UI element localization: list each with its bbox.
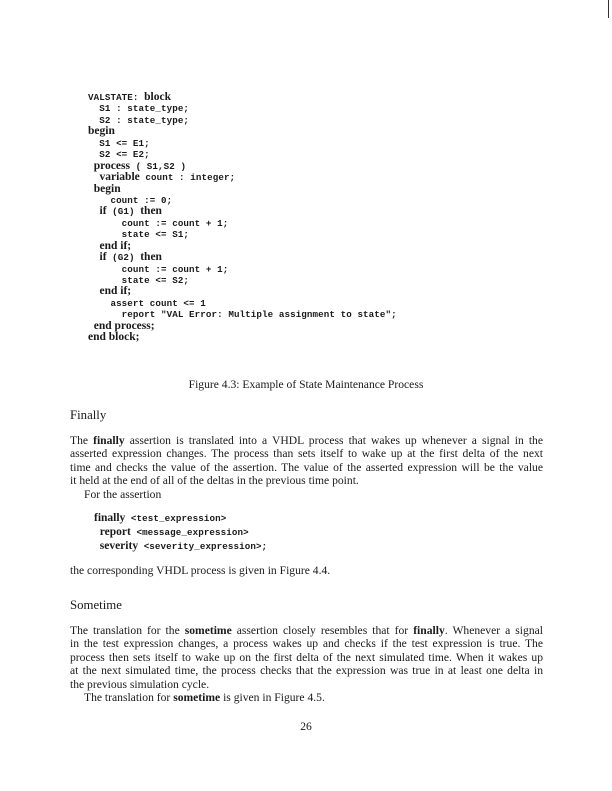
figure-caption: Figure 4.3: Example of State Maintenance Process <box>188 378 424 391</box>
keyword: block <box>144 91 171 103</box>
finally-assertion-syntax <box>94 511 267 553</box>
code-text: S1 : state_type; <box>88 103 190 115</box>
code-line <box>88 172 397 183</box>
code-text: ( S1,S2 ) <box>129 160 187 172</box>
code-text: count := count + 1; <box>88 263 229 275</box>
code-text: (G2) <box>106 252 141 264</box>
text: it held at the end of all of the deltas in the previous time point. <box>70 474 359 488</box>
keyword: then <box>140 251 162 264</box>
text: assertion closely resembles that for <box>231 624 414 637</box>
bold-term: finally <box>413 624 445 637</box>
paragraph-line: the corresponding VHDL process is given in Figure 4.4. <box>70 564 331 577</box>
keyword: finally <box>94 512 126 524</box>
text: assertion is translated into a VHDL process that wakes up whenever a signal in the <box>124 434 543 447</box>
code-line <box>88 332 397 343</box>
text: The translation for the <box>70 624 185 637</box>
bold-term: finally <box>93 434 125 447</box>
code-line <box>88 298 397 309</box>
keyword: end block; <box>88 331 140 344</box>
code-text: count := count + 1; <box>88 217 229 229</box>
code-text: <test_expression> <box>125 513 227 524</box>
code-line <box>88 92 397 103</box>
section-heading-finally: Finally <box>70 408 107 422</box>
keyword: report <box>94 526 131 538</box>
code-line <box>88 275 397 286</box>
code-line <box>88 286 397 297</box>
code-text: count := 0; <box>88 194 173 206</box>
code-text: state <= S1; <box>88 229 190 241</box>
finally-paragraph <box>70 434 543 501</box>
text: process then sets itself to wake up on the first delta of the next simulated time. When it wakes up <box>70 650 543 664</box>
code-text: report "VAL Error: Multiple assignment to state"; <box>88 309 397 321</box>
paragraph-line <box>70 461 543 474</box>
paragraph-line <box>70 624 543 637</box>
code-line <box>88 241 397 252</box>
code-line <box>94 511 267 525</box>
code-line <box>88 184 397 195</box>
text: time and checks the value of the assertion. The value of the asserted expression will be the value <box>70 460 543 474</box>
keyword: begin <box>88 125 115 138</box>
code-text: assert count <= 1 <box>88 297 206 309</box>
keyword: if <box>88 205 107 218</box>
code-line <box>88 138 397 149</box>
code-line <box>88 149 397 160</box>
code-line <box>88 195 397 206</box>
paragraph-line <box>70 488 543 501</box>
keyword: if <box>88 251 107 264</box>
keyword: process <box>88 159 130 172</box>
paragraph-line <box>70 474 543 487</box>
keyword: begin <box>88 182 121 195</box>
paragraph-line <box>70 447 543 460</box>
keyword: end process; <box>88 319 155 332</box>
figure-code-listing <box>88 92 397 344</box>
keyword: severity <box>94 540 139 552</box>
code-line <box>88 252 397 263</box>
paragraph-line <box>70 651 543 664</box>
text: asserted expression changes. The process than sets itself to wake up at the first delta of the next <box>70 447 543 461</box>
bold-term: sometime <box>173 691 221 705</box>
finally-after-text <box>70 564 543 577</box>
paragraph-line <box>70 434 543 447</box>
code-text: (G1) <box>106 206 141 218</box>
code-text: <message_expression> <box>130 527 249 538</box>
section-heading-sometime: Sometime <box>70 598 122 612</box>
bold-term: sometime <box>184 624 232 637</box>
paragraph-line <box>70 664 543 677</box>
text: the previous simulation cycle. <box>70 677 210 691</box>
paragraph-line <box>70 637 543 650</box>
text: The translation for <box>84 691 174 705</box>
margin-rule <box>608 0 609 18</box>
code-text: state <= S2; <box>88 275 190 286</box>
code-text: S2 : state_type; <box>88 114 190 126</box>
code-text: count : integer; <box>139 172 236 184</box>
code-line <box>94 525 267 539</box>
keyword: end if; <box>88 239 132 252</box>
code-line <box>88 126 397 137</box>
paragraph-line <box>70 691 543 704</box>
code-line <box>88 218 397 229</box>
text: The <box>70 434 94 447</box>
code-line <box>88 229 397 240</box>
code-line <box>88 115 397 126</box>
code-text: S1 <= E1; <box>88 137 150 149</box>
keyword: then <box>140 205 162 218</box>
text: is given in Figure 4.5. <box>220 691 325 705</box>
keyword: end if; <box>88 285 132 298</box>
paragraph-line <box>70 678 543 691</box>
sometime-paragraph <box>70 624 543 705</box>
code-line <box>88 206 397 217</box>
keyword: variable <box>88 171 140 184</box>
code-text: <severity_expression>; <box>138 541 268 552</box>
code-text: S2 <= E2; <box>88 149 150 161</box>
text: . Whenever a signal <box>444 624 543 637</box>
text: in the test expression changes, a process wakes up and checks if the test expression is true. The <box>70 637 543 651</box>
code-line <box>88 264 397 275</box>
code-line <box>94 539 267 553</box>
text: at the next simulated time, the process checks that the expression was true in at least one delta in <box>70 664 543 678</box>
code-line <box>88 103 397 114</box>
text: For the assertion <box>84 487 162 501</box>
code-text: VALSTATE: <box>88 92 145 103</box>
page-number: 26 <box>300 720 312 733</box>
